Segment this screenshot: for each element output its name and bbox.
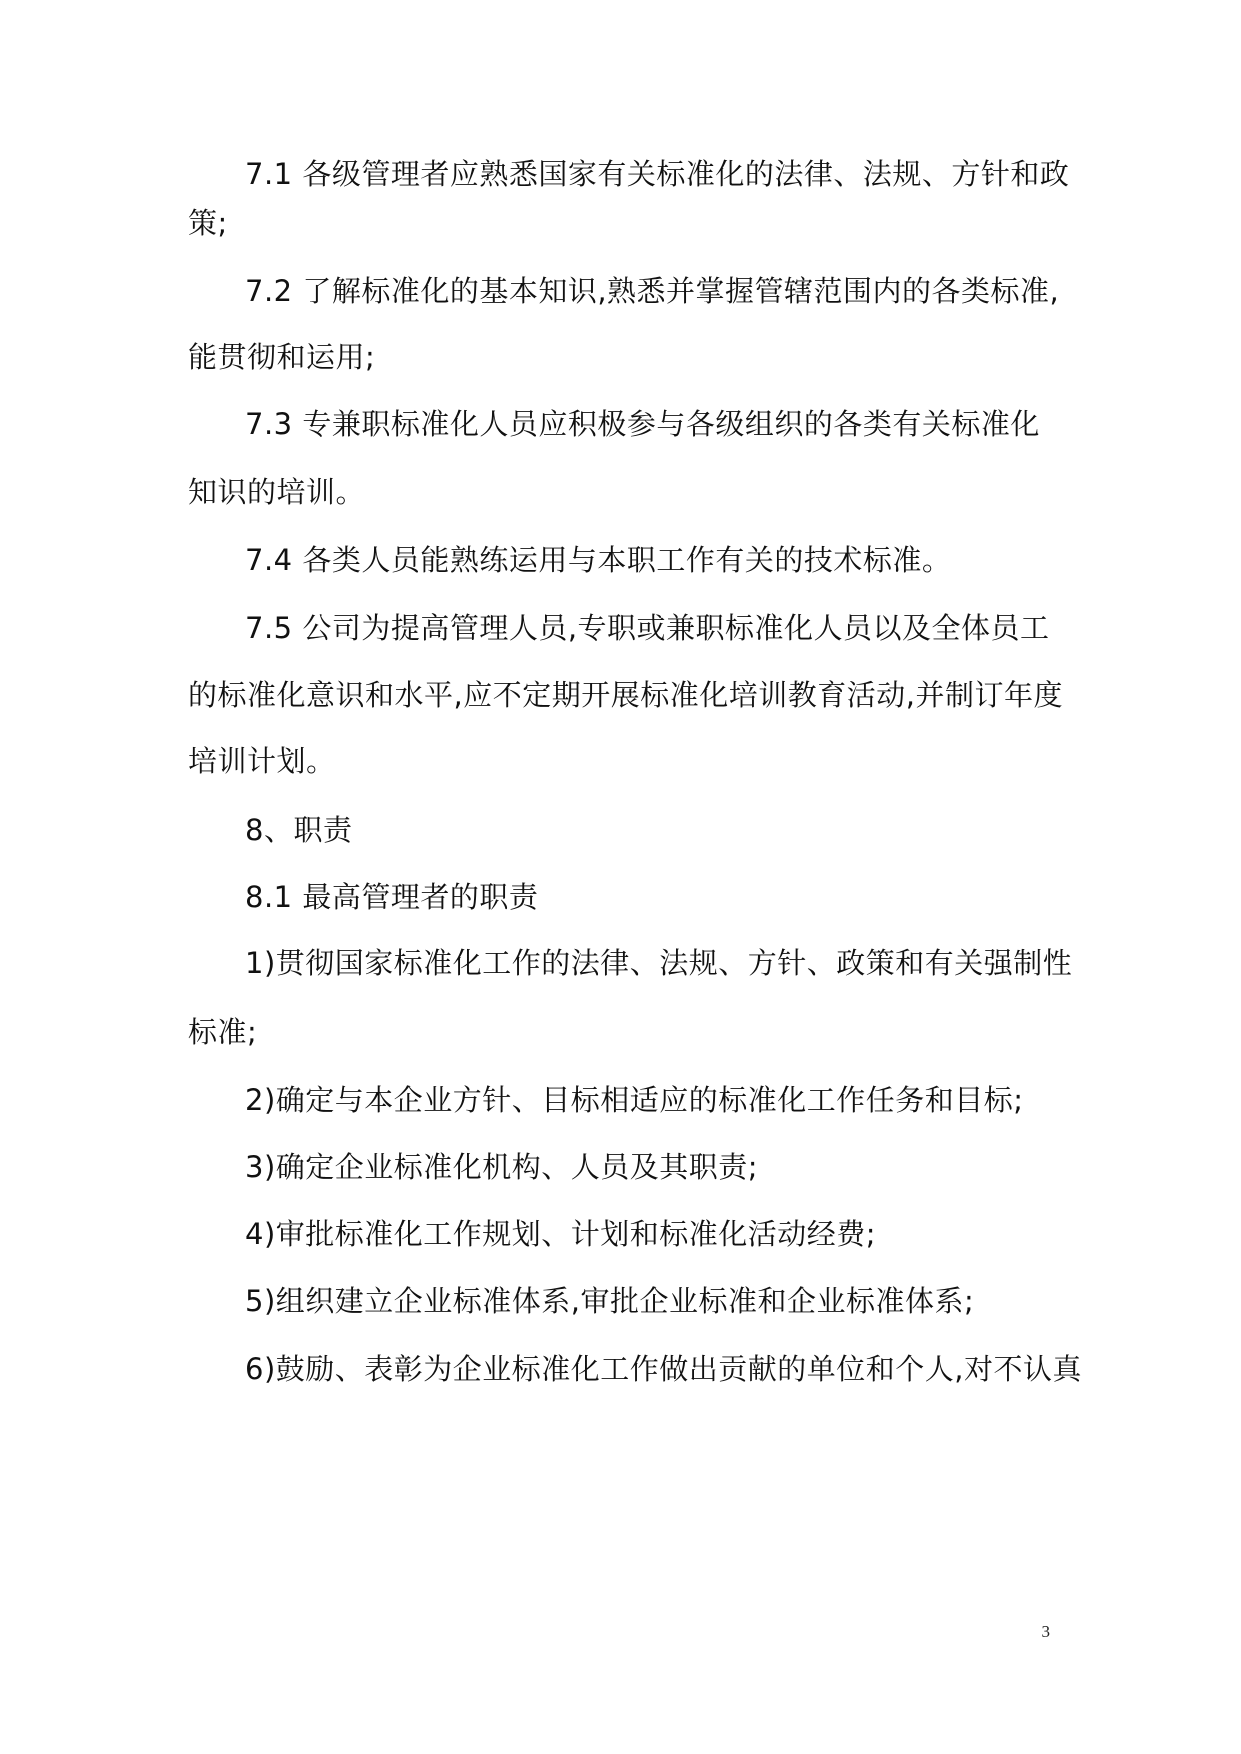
text-line-7-2: 7.2 了解标准化的基本知识,熟悉并掌握管辖范围内的各类标准, <box>245 274 1060 308</box>
list-item-4: 4)审批标准化工作规划、计划和标准化活动经费; <box>245 1217 877 1251</box>
section-heading-8-1: 8.1 最高管理者的职责 <box>245 880 539 914</box>
list-item-1: 1)贯彻国家标准化工作的法律、法规、方针、政策和有关强制性 <box>245 946 1073 980</box>
list-item-5: 5)组织建立企业标准体系,审批企业标准和企业标准体系; <box>245 1284 975 1318</box>
text-line-7-5-cont-2: 培训计划。 <box>188 744 336 778</box>
text-line-7-1-cont: 策; <box>188 206 228 240</box>
text-line-7-3-cont: 知识的培训。 <box>188 475 366 509</box>
section-heading-8: 8、职责 <box>245 813 353 847</box>
list-item-1-cont: 标准; <box>188 1015 258 1049</box>
list-item-6: 6)鼓励、表彰为企业标准化工作做出贡献的单位和个人,对不认真 <box>245 1352 1082 1386</box>
text-line-7-4: 7.4 各类人员能熟练运用与本职工作有关的技术标准。 <box>245 543 952 577</box>
text-line-7-2-cont: 能贯彻和运用; <box>188 340 376 374</box>
list-item-3: 3)确定企业标准化机构、人员及其职责; <box>245 1150 759 1184</box>
text-line-7-5: 7.5 公司为提高管理人员,专职或兼职标准化人员以及全体员工 <box>245 611 1050 645</box>
text-line-7-3: 7.3 专兼职标准化人员应积极参与各级组织的各类有关标准化 <box>245 407 1040 441</box>
text-line-7-5-cont-1: 的标准化意识和水平,应不定期开展标准化培训教育活动,并制订年度 <box>188 678 1063 712</box>
list-item-2: 2)确定与本企业方针、目标相适应的标准化工作任务和目标; <box>245 1083 1024 1117</box>
page-number: 3 <box>1041 1622 1050 1641</box>
text-line-7-1: 7.1 各级管理者应熟悉国家有关标准化的法律、法规、方针和政 <box>245 157 1070 191</box>
